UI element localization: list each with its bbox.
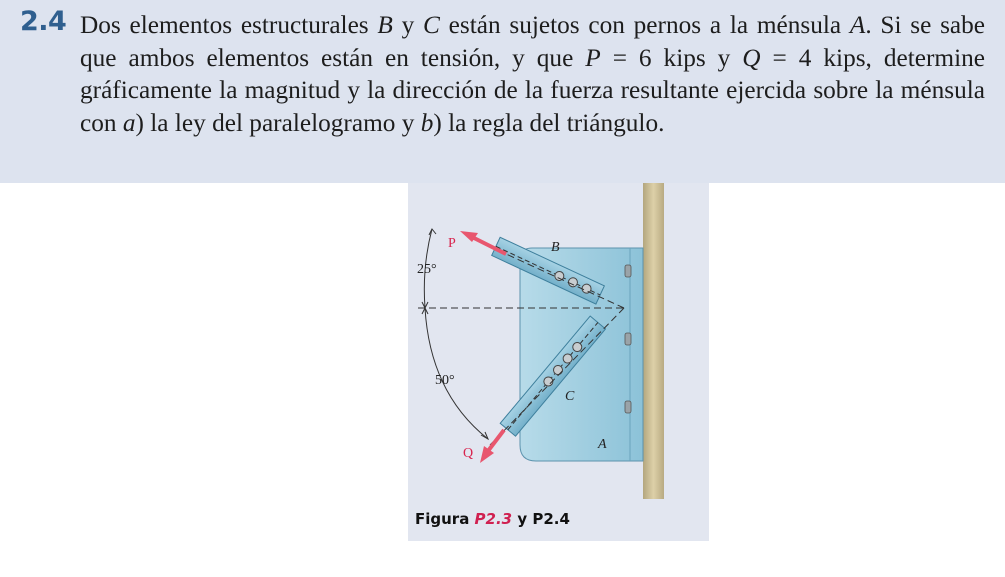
angle-50-label: 50° [435, 373, 455, 388]
wall [643, 183, 664, 499]
caption-highlight: P2.3 [474, 510, 513, 528]
member-b-label: B [551, 240, 560, 255]
figure-panel [408, 183, 709, 541]
caption-prefix: Figura [415, 510, 475, 528]
force-arrows [460, 231, 506, 463]
figure-caption [415, 510, 570, 528]
problem-statement-band [0, 0, 1005, 183]
angle-arcs [422, 229, 488, 439]
force-q-label: Q [463, 446, 474, 461]
member-c-label: C [565, 389, 575, 404]
problem-text: Dos elementos estructurales B y C están sujetos con pernos a la ménsula A. Si se sabe que ambos elementos están en tensión, y que P = 6 kips y Q = 4 kips, determine gráficamente la magnitud y la dirección de la fuerza resultante ejercida sobre la ménsula con a) la ley del paralelogramo y b) la regla del triángulo. [80, 11, 986, 137]
problem-number: 2.4 [20, 6, 67, 37]
force-p-label: P [448, 236, 456, 251]
bracket-a-label: A [598, 437, 607, 452]
angle-25-label: 25° [417, 262, 437, 277]
caption-suffix: y P2.4 [512, 510, 570, 528]
